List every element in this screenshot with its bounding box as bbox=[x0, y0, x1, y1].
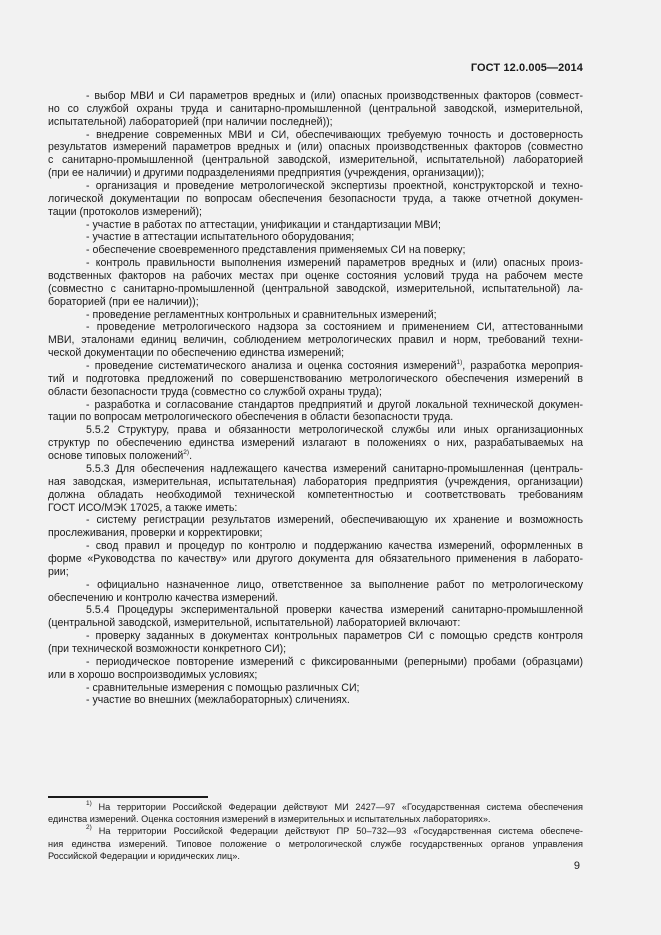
text-line bbox=[48, 296, 583, 309]
text-line bbox=[48, 399, 583, 412]
text-line bbox=[48, 141, 583, 154]
text-line bbox=[48, 231, 583, 244]
text-line bbox=[48, 154, 583, 167]
text-line bbox=[48, 309, 583, 322]
line-text: МВИ, эталонами единиц величин, соблюдением метрологических правил и норм, требований техни- bbox=[48, 334, 583, 347]
paragraph bbox=[48, 219, 583, 232]
line-text: - разработка и согласование стандартов предприятий и другой локальной технической докумен- bbox=[86, 398, 583, 411]
text-line bbox=[48, 129, 583, 142]
line-text: или в хорошо воспроизводимых условиях; bbox=[48, 668, 258, 681]
footnote-text: Российской Федерации и юридических лиц». bbox=[48, 850, 240, 861]
line-text: - сравнительные измерения с помощью различных СИ; bbox=[86, 681, 360, 694]
text-line bbox=[48, 219, 583, 232]
line-text: (при ее наличии) и другими подразделениями предприятия (учреждения, организации)); bbox=[48, 167, 485, 180]
text-line bbox=[48, 206, 583, 219]
text-line bbox=[48, 643, 583, 656]
text-line bbox=[48, 424, 583, 437]
line-text: - проведение регламентных контрольных и сравнительных измерений; bbox=[86, 308, 437, 321]
footnote-ref[interactable]: 1) bbox=[456, 359, 463, 367]
footnote-text: ния единства измерений. Типовое положение о метрологической службе государственных органов управления bbox=[48, 838, 583, 849]
text-line bbox=[48, 437, 583, 450]
line-text-tail: . bbox=[189, 450, 193, 463]
page-number: 9 bbox=[573, 860, 580, 872]
line-text: 5.5.3 Для обеспечения надлежащего качества измерений санитарно-промышленная (централь- bbox=[86, 462, 583, 475]
text-line bbox=[48, 360, 583, 373]
line-text: тий и подготовка предложений по совершенствованию метрологического обеспечения измерений в bbox=[48, 372, 583, 385]
paragraph bbox=[48, 463, 583, 514]
line-text: - свод правил и процедур по контролю и поддержанию качества измерений, оформленных в bbox=[86, 540, 583, 553]
footnote bbox=[48, 801, 583, 825]
paragraph bbox=[48, 244, 583, 257]
line-text: - официально назначенное лицо, ответственное за выполнение работ по метрологическому bbox=[86, 578, 583, 591]
paragraph bbox=[48, 514, 583, 540]
line-text: ГОСТ ИСО/МЭК 17025, а также иметь: bbox=[48, 501, 238, 514]
text-line bbox=[48, 283, 583, 296]
text-line bbox=[48, 116, 583, 129]
line-text: испытательной) лабораторией (при наличии последней)); bbox=[48, 115, 333, 128]
text-line bbox=[48, 579, 583, 592]
text-line bbox=[48, 180, 583, 193]
text-line bbox=[48, 489, 583, 502]
text-line bbox=[48, 334, 583, 347]
line-text: - участие во внешних (межлабораторных) сличениях. bbox=[86, 694, 350, 707]
line-text: - внедрение современных МВИ и СИ, обеспечивающих требуемую точность и достоверность bbox=[86, 128, 583, 141]
text-line bbox=[48, 270, 583, 283]
footnote-ref[interactable]: 2) bbox=[183, 449, 190, 457]
line-text: 5.5.2 Структуру, права и обязанности метрологической службы или иных организационных bbox=[86, 424, 583, 437]
paragraph bbox=[48, 694, 583, 707]
footnote-line bbox=[48, 801, 583, 813]
text-line bbox=[48, 682, 583, 695]
text-line bbox=[48, 411, 583, 424]
line-text: ческой документации по обеспечению единства измерений; bbox=[48, 347, 345, 360]
footnote-separator bbox=[48, 796, 208, 798]
text-line bbox=[48, 527, 583, 540]
line-text: результатов измерений параметров вредных и (или) опасных производственных факторов (совместно bbox=[48, 141, 583, 154]
line-text: обеспечению и контролю качества измерений. bbox=[48, 591, 278, 604]
line-text: структур по обеспечению единства измерений излагают в положениях о них, разрабатываемых на bbox=[48, 437, 583, 450]
text-line bbox=[48, 90, 583, 103]
text-line bbox=[48, 321, 583, 334]
line-text: должна обладать необходимой технической компетентностью и соответствовать требованиям bbox=[48, 488, 583, 501]
footnote-text: единства измерений. Оценка состояния измерений в измерительных и испытательных лабораториях». bbox=[48, 814, 491, 825]
line-text: - проведение метрологического надзора за состоянием и применением СИ, аттестованными bbox=[86, 321, 583, 334]
line-text: - участие в аттестации испытательного оборудования; bbox=[86, 231, 355, 244]
text-line bbox=[48, 244, 583, 257]
line-text: - проведение систематического анализа и оценка состояния измерений bbox=[86, 360, 457, 373]
line-text: - выбор МВИ и СИ параметров вредных и (или) опасных производственных факторов (совмест- bbox=[86, 90, 583, 102]
text-line bbox=[48, 669, 583, 682]
footnote-line bbox=[48, 850, 583, 862]
line-text: ная заводская, измерительная, испытательная) лаборатория предприятия (учреждения, организации) bbox=[48, 475, 583, 488]
line-text: (совместно с санитарно-промышленной (центральной заводской, измерительной, испытательной) ла- bbox=[48, 282, 583, 295]
footnote-marker: 2) bbox=[86, 824, 92, 832]
line-text: прослеживания, проверки и корректировки; bbox=[48, 527, 263, 540]
text-line bbox=[48, 347, 583, 360]
text-line bbox=[48, 502, 583, 515]
paragraph bbox=[48, 540, 583, 579]
paragraph bbox=[48, 180, 583, 219]
text-line bbox=[48, 193, 583, 206]
body-text bbox=[48, 90, 583, 707]
paragraph bbox=[48, 604, 583, 630]
paragraph bbox=[48, 360, 583, 399]
text-line bbox=[48, 604, 583, 617]
line-text: водственных факторов на рабочих местах при оценке состояния условий труда на рабочем месте bbox=[48, 270, 583, 283]
text-line bbox=[48, 386, 583, 399]
document-code-header: ГОСТ 12.0.005—2014 bbox=[470, 62, 583, 74]
text-line bbox=[48, 656, 583, 669]
text-line bbox=[48, 514, 583, 527]
text-line bbox=[48, 617, 583, 630]
paragraph bbox=[48, 630, 583, 656]
text-line bbox=[48, 167, 583, 180]
text-line bbox=[48, 592, 583, 605]
line-text: с санитарно-промышленной (центральной заводской, измерительной, испытательной) лабораторией bbox=[48, 154, 583, 167]
line-text: - проверку заданных в документах контрольных параметров СИ с помощью средств контроля bbox=[86, 630, 583, 643]
footnote-marker: 1) bbox=[86, 800, 92, 807]
line-text-tail: , разработка мероприя- bbox=[462, 360, 583, 373]
text-line bbox=[48, 476, 583, 489]
paragraph bbox=[48, 129, 583, 180]
line-text: - участие в работах по аттестации, унификации и стандартизации МВИ; bbox=[86, 218, 441, 231]
paragraph bbox=[48, 656, 583, 682]
text-line bbox=[48, 450, 583, 463]
text-line bbox=[48, 257, 583, 270]
footnote-line bbox=[48, 825, 583, 837]
footnote-text: На территории Российской Федерации действуют МИ 2427—97 «Государственная система обеспечения bbox=[98, 802, 583, 812]
paragraph bbox=[48, 424, 583, 463]
line-text: - организация и проведение метрологической экспертизы проектной, конструкторской и техно- bbox=[86, 180, 583, 193]
line-text: но со службой охраны труда и санитарно-промышленной (центральной заводской, измерительной, bbox=[48, 102, 583, 115]
line-text: бораторией (при ее наличии)); bbox=[48, 295, 199, 308]
text-line bbox=[48, 103, 583, 116]
paragraph bbox=[48, 90, 583, 129]
footnote-text: На территории Российской Федерации действуют ПР 50–732—93 «Государственная система обеспече- bbox=[98, 826, 583, 837]
text-line bbox=[48, 540, 583, 553]
paragraph bbox=[48, 399, 583, 425]
footnote-line bbox=[48, 838, 583, 850]
paragraph bbox=[48, 682, 583, 695]
line-text: (центральной заводской, измерительной, испытательной) лабораторией включают: bbox=[48, 617, 461, 630]
text-line bbox=[48, 630, 583, 643]
line-text: - контроль правильности выполнения измерений параметров вредных и (или) опасных произ- bbox=[86, 257, 583, 270]
paragraph bbox=[48, 579, 583, 605]
line-text: основе типовых положений bbox=[48, 450, 184, 463]
line-text: форме «Руководства по качеству» или другого документа для обязательного применения в лаборато- bbox=[48, 552, 583, 565]
line-text: тации (протоколов измерений); bbox=[48, 205, 202, 218]
line-text: области безопасности труда (совместно со службой охраны труда); bbox=[48, 385, 382, 398]
line-text: рии; bbox=[48, 565, 69, 578]
line-text: - систему регистрации результатов измерений, обеспечивающую их хранение и возможность bbox=[86, 514, 583, 527]
footnotes bbox=[48, 801, 583, 862]
text-line bbox=[48, 373, 583, 386]
paragraph bbox=[48, 321, 583, 360]
footnote-line bbox=[48, 813, 583, 825]
text-line bbox=[48, 694, 583, 707]
line-text: логической документации по вопросам обеспечения безопасности труда, а также отчетной докумен- bbox=[48, 192, 583, 205]
text-line bbox=[48, 566, 583, 579]
line-text: - периодическое повторение измерений с фиксированными (реперными) пробами (образцами) bbox=[86, 655, 583, 668]
line-text: (при технической возможности конкретного СИ); bbox=[48, 642, 287, 655]
paragraph bbox=[48, 257, 583, 308]
line-text: 5.5.4 Процедуры экспериментальной проверки качества измерений санитарно-промышленной bbox=[86, 604, 583, 617]
text-line bbox=[48, 553, 583, 566]
paragraph bbox=[48, 231, 583, 244]
text-line bbox=[48, 463, 583, 476]
line-text: тации по вопросам метрологического обеспечения в области безопасности труда. bbox=[48, 411, 454, 424]
line-text: - обеспечение своевременного представления применяемых СИ на поверку; bbox=[86, 244, 466, 257]
footnote bbox=[48, 825, 583, 862]
paragraph bbox=[48, 309, 583, 322]
